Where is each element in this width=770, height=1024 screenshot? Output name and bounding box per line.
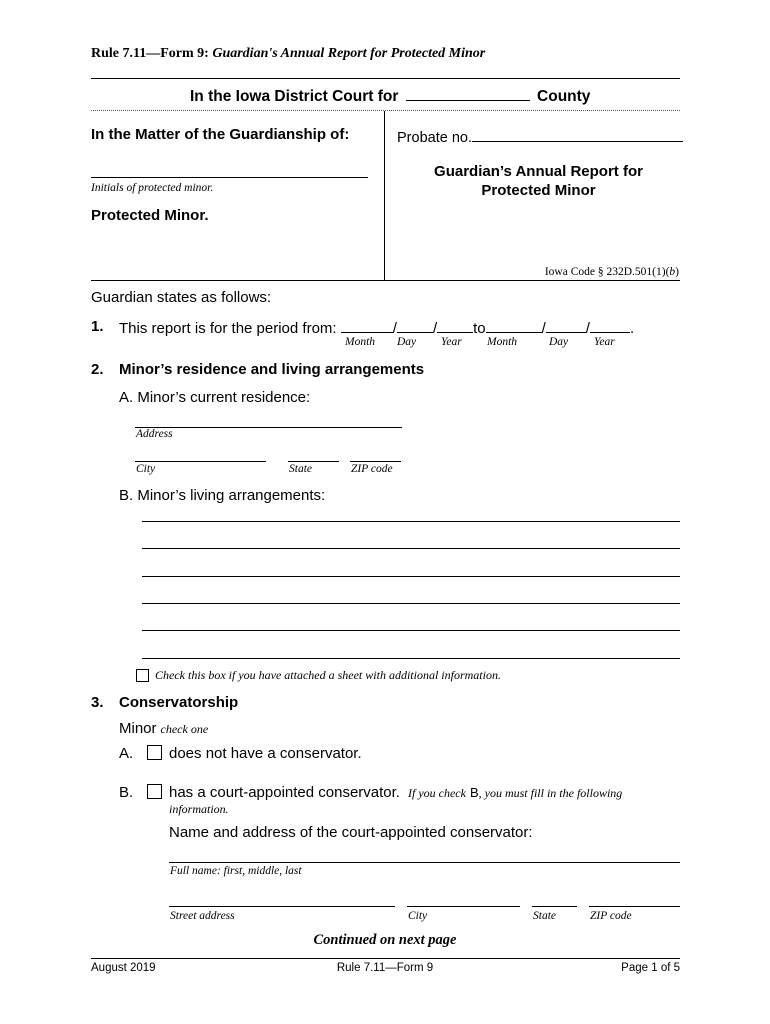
from-month-field[interactable] <box>341 318 393 333</box>
section1-num: 1. <box>91 318 104 335</box>
from-day-field[interactable] <box>397 318 433 333</box>
caption-to-month: Month <box>487 336 518 348</box>
caption-from-year: Year <box>441 336 462 348</box>
option-b-text: has a court-appointed conservator. <box>169 784 400 801</box>
minor-label: Minor <box>119 720 157 737</box>
code-suffix: ) <box>675 266 679 278</box>
protected-minor-label: Protected Minor. <box>91 207 209 224</box>
living-arrangements-label: B. Minor’s living arrangements: <box>119 487 326 504</box>
court-suffix: County <box>537 88 591 105</box>
section3-num: 3. <box>91 694 104 711</box>
footer-rule-name: Rule 7.11—Form 9 <box>336 962 434 974</box>
option-b-note2: , you must fill in the following <box>478 786 623 800</box>
header-rule <box>91 78 680 79</box>
conservator-state-caption: State <box>533 910 556 922</box>
city-caption: City <box>136 463 156 475</box>
caption-to-day: Day <box>549 336 569 348</box>
from-year-field[interactable] <box>437 318 473 333</box>
report-title <box>397 162 680 200</box>
footer-rule <box>91 958 680 959</box>
caption-bottom-rule <box>91 280 680 281</box>
code-citation <box>545 266 679 278</box>
option-b-note-letter: B <box>469 785 479 800</box>
conservator-street-field[interactable] <box>169 906 395 907</box>
code-letter: b <box>669 266 676 278</box>
option-a-letter: A. <box>119 745 134 762</box>
minor-check-one <box>119 720 208 738</box>
option-b-note1: If you check <box>407 786 466 800</box>
to-year-field[interactable] <box>590 318 630 333</box>
living-line-5[interactable] <box>142 630 680 631</box>
report-title-line1: Guardian’s Annual Report for <box>434 163 643 180</box>
living-line-1[interactable] <box>142 521 680 522</box>
probate-label: Probate no. <box>397 130 472 146</box>
rule-title: Guardian's Annual Report for Protected Minor <box>212 46 486 61</box>
conservator-city-caption: City <box>408 910 428 922</box>
option-b-row <box>169 784 622 802</box>
address-caption: Address <box>136 428 173 440</box>
conservator-name-field[interactable] <box>169 862 680 863</box>
section1-text: This report is for the period from: <box>119 320 337 337</box>
initials-caption: Initials of protected minor. <box>91 182 214 194</box>
street-caption: Street address <box>170 910 235 922</box>
caption-from-month: Month <box>345 336 376 348</box>
conservator-zip-caption: ZIP code <box>590 910 632 922</box>
matter-title: In the Matter of the Guardianship of: <box>91 126 350 143</box>
attach-sheet-checkbox[interactable] <box>136 669 149 682</box>
intro-text: Guardian states as follows: <box>91 289 272 306</box>
footer-page: Page 1 of 5 <box>621 962 680 974</box>
report-title-line2: Protected Minor <box>481 182 596 199</box>
no-conservator-checkbox[interactable] <box>147 745 162 760</box>
conservator-zip-field[interactable] <box>589 906 680 907</box>
form-header <box>91 46 485 62</box>
address-field[interactable] <box>135 427 402 428</box>
conservator-city-field[interactable] <box>407 906 520 907</box>
living-line-2[interactable] <box>142 548 680 549</box>
court-prefix: In the Iowa District Court for <box>190 88 399 105</box>
check-one-note: check one <box>160 722 209 736</box>
option-b-letter: B. <box>119 784 134 801</box>
state-caption: State <box>289 463 312 475</box>
probate-row <box>397 127 683 146</box>
current-residence-label: A. Minor’s current residence: <box>119 389 311 406</box>
to-label: to <box>473 320 486 337</box>
has-conservator-checkbox[interactable] <box>147 784 162 799</box>
option-a-text: does not have a conservator. <box>169 745 362 762</box>
county-field[interactable] <box>406 86 530 101</box>
caption-to-year: Year <box>594 336 615 348</box>
zip-caption: ZIP code <box>351 463 393 475</box>
living-line-6[interactable] <box>142 658 680 659</box>
caption-from-day: Day <box>397 336 417 348</box>
court-line <box>190 86 590 106</box>
section2-title: Minor’s residence and living arrangements <box>119 361 425 378</box>
to-month-field[interactable] <box>486 318 542 333</box>
zip-field[interactable] <box>350 461 401 462</box>
rule-prefix: Rule 7.11—Form 9: <box>91 46 213 61</box>
full-name-caption: Full name: first, middle, last <box>170 865 302 877</box>
name-address-label: Name and address of the court-appointed conservator: <box>169 824 533 841</box>
state-field[interactable] <box>288 461 339 462</box>
initials-field[interactable] <box>91 177 368 178</box>
city-field[interactable] <box>135 461 266 462</box>
option-b-note3: information. <box>169 802 229 816</box>
code-prefix: Iowa Code § 232D.501(1)( <box>544 266 670 278</box>
living-line-3[interactable] <box>142 576 680 577</box>
section3-title: Conservatorship <box>119 694 239 711</box>
caption-divider <box>384 111 385 280</box>
section1-row: This report is for the period from: / / to / / . <box>119 320 635 337</box>
footer-date: August 2019 <box>91 962 156 974</box>
to-day-field[interactable] <box>546 318 586 333</box>
living-line-4[interactable] <box>142 603 680 604</box>
section2-num: 2. <box>91 361 104 378</box>
conservator-state-field[interactable] <box>532 906 577 907</box>
continued-note: Continued on next page <box>313 932 457 948</box>
attach-note: Check this box if you have attached a sheet with additional information. <box>155 668 501 682</box>
probate-number-field[interactable] <box>472 127 683 142</box>
court-divider <box>91 110 680 111</box>
